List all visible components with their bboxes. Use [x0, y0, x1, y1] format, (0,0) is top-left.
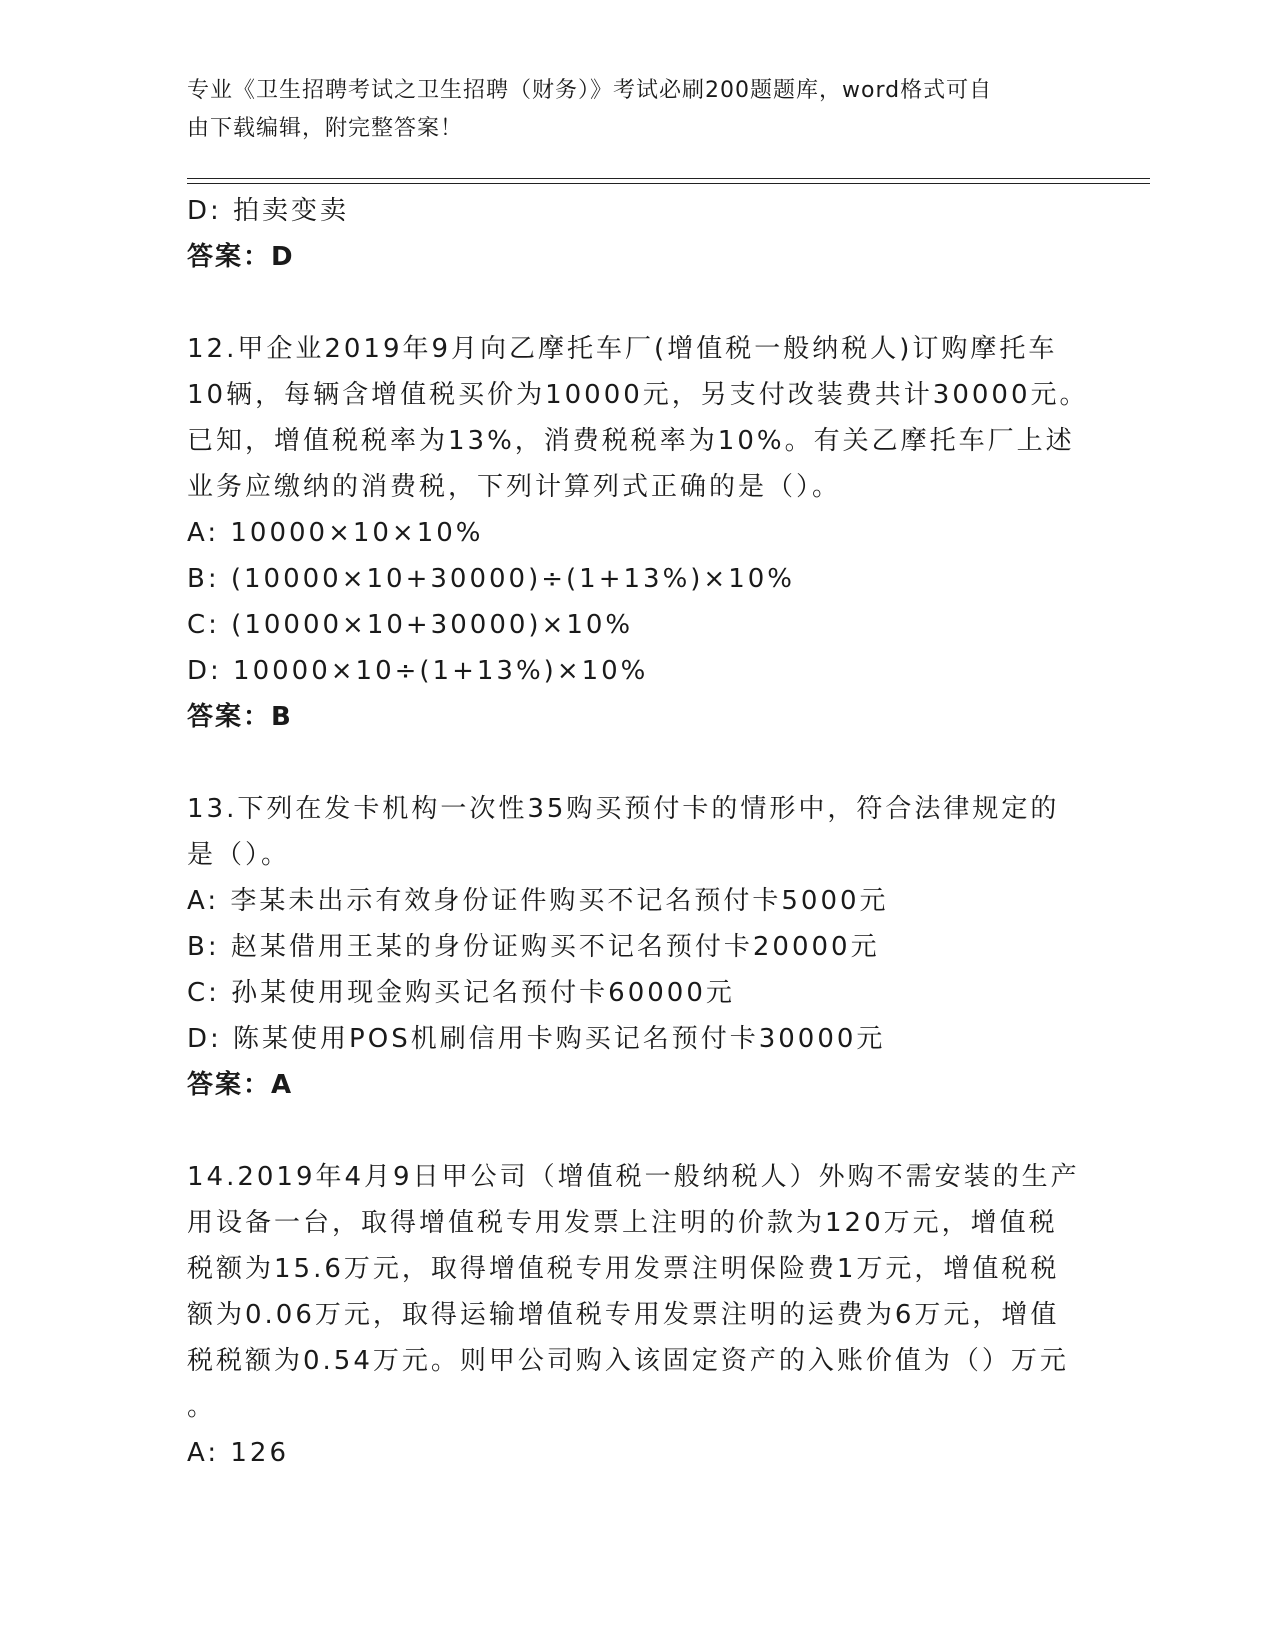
q13-option-a: A: 李某未出示有效身份证件购买不记名预付卡5000元	[187, 886, 889, 916]
q12-stem-line: 10辆，每辆含增值税买价为10000元，另支付改装费共计30000元。	[187, 380, 1089, 410]
q11-option-d: D: 拍卖变卖	[187, 196, 350, 226]
question-13	[187, 786, 1087, 1108]
header-rule-bottom	[187, 183, 1150, 184]
question-14	[187, 1154, 1087, 1476]
q14-option-a: A: 126	[187, 1438, 289, 1468]
q13-stem-line: 是（）。	[187, 840, 291, 870]
q13-option-c: C: 孙某使用现金购买记名预付卡60000元	[187, 978, 735, 1008]
spacer	[187, 740, 1087, 786]
header-line-2: 由下载编辑，附完整答案！	[187, 116, 464, 141]
q14-stem-line: 额为0.06万元，取得运输增值税专用发票注明的运费为6万元，增值	[187, 1300, 1060, 1330]
q14-stem-line: 税额为15.6万元，取得增值税专用发票注明保险费1万元，增值税税	[187, 1254, 1060, 1284]
q12-answer: 答案：B	[187, 702, 293, 732]
q13-stem-line: 13.下列在发卡机构一次性35购买预付卡的情形中，符合法律规定的	[187, 794, 1060, 824]
q14-stem-line: 14.2019年4月9日甲公司（增值税一般纳税人）外购不需安装的生产	[187, 1162, 1080, 1192]
q14-stem-line: 。	[187, 1392, 217, 1422]
q12-stem-line: 已知，增值税税率为13%，消费税税率为10%。有关乙摩托车厂上述	[187, 426, 1075, 456]
q12-option-d: D: 10000×10÷(1+13%)×10%	[187, 656, 649, 686]
header-rule-top	[187, 178, 1150, 179]
q13-option-d: D: 陈某使用POS机刷信用卡购买记名预付卡30000元	[187, 1024, 886, 1054]
q13-option-b: B: 赵某借用王某的身份证购买不记名预付卡20000元	[187, 932, 880, 962]
q12-option-b: B: (10000×10+30000)÷(1+13%)×10%	[187, 564, 795, 594]
q14-stem-line: 税税额为0.54万元。则甲公司购入该固定资产的入账价值为（）万元	[187, 1346, 1069, 1376]
q14-stem-line: 用设备一台，取得增值税专用发票上注明的价款为120万元，增值税	[187, 1208, 1058, 1238]
spacer	[187, 280, 1087, 326]
q12-option-a: A: 10000×10×10%	[187, 518, 484, 548]
q12-stem-line: 12.甲企业2019年9月向乙摩托车厂(增值税一般纳税人)订购摩托车	[187, 334, 1058, 364]
spacer	[187, 1108, 1087, 1154]
header-line-1: 专业《卫生招聘考试之卫生招聘（财务）》考试必刷200题题库，word格式可自	[187, 78, 993, 103]
document-body	[187, 188, 1087, 1476]
q12-option-c: C: (10000×10+30000)×10%	[187, 610, 634, 640]
q13-answer: 答案：A	[187, 1070, 294, 1100]
document-header	[187, 72, 1067, 148]
q12-stem-line: 业务应缴纳的消费税，下列计算列式正确的是（）。	[187, 472, 842, 502]
q11-answer: 答案：D	[187, 242, 295, 272]
question-12	[187, 326, 1087, 740]
